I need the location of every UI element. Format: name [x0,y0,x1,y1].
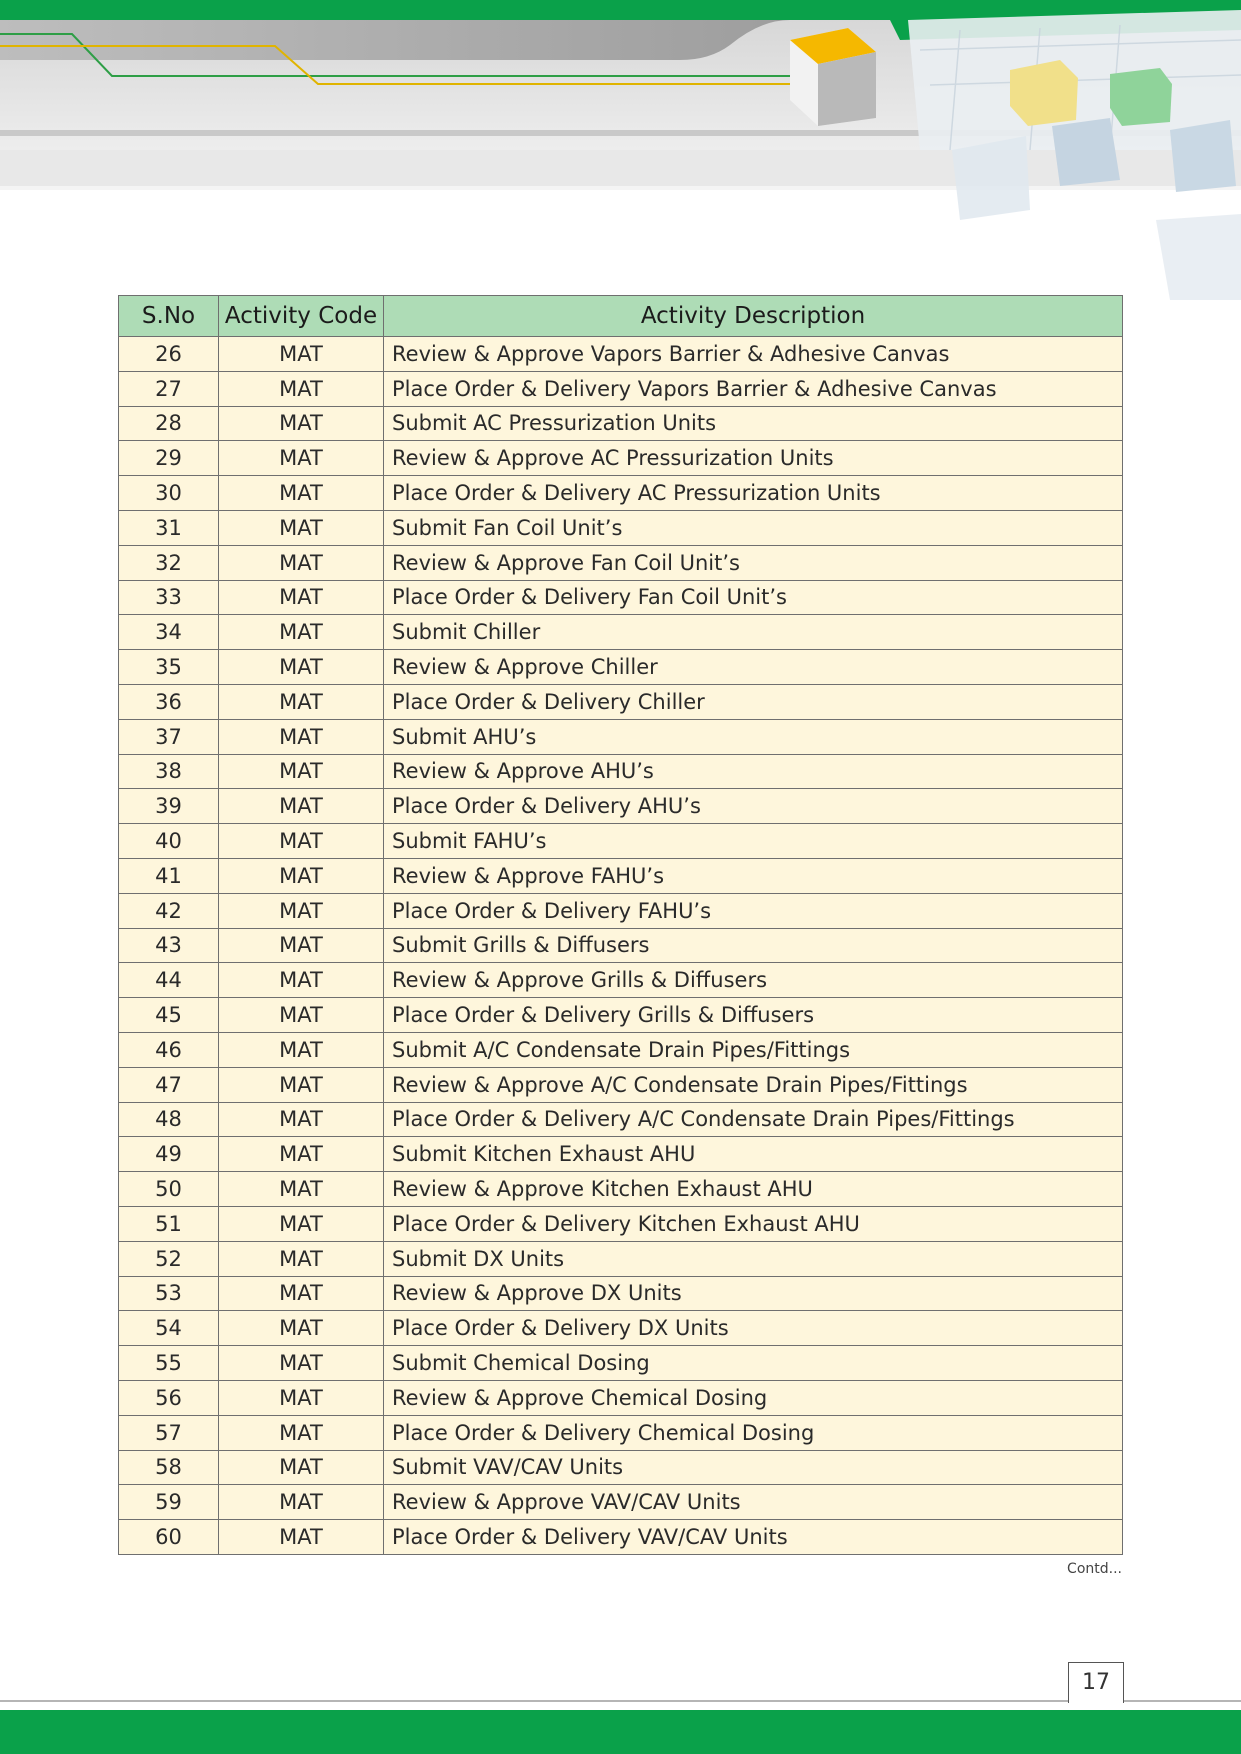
cell-activity-code: MAT [219,684,384,719]
cell-activity-code: MAT [219,545,384,580]
cell-sno: 26 [119,337,219,372]
cell-activity-code: MAT [219,1415,384,1450]
cell-sno: 55 [119,1346,219,1381]
cell-sno: 33 [119,580,219,615]
cell-sno: 50 [119,1172,219,1207]
cell-activity-description: Review & Approve DX Units [384,1276,1123,1311]
table-row [119,371,1123,406]
cell-activity-code: MAT [219,476,384,511]
cell-activity-code: MAT [219,580,384,615]
table-row [119,615,1123,650]
table-row [119,1450,1123,1485]
cell-sno: 39 [119,789,219,824]
table-row [119,510,1123,545]
cell-activity-description: Place Order & Delivery Fan Coil Unit’s [384,580,1123,615]
table-row [119,1311,1123,1346]
table-row [119,1346,1123,1381]
cell-activity-description: Review & Approve VAV/CAV Units [384,1485,1123,1520]
cell-activity-code: MAT [219,998,384,1033]
cell-activity-description: Review & Approve FAHU’s [384,858,1123,893]
continued-note: Contd... [1067,1561,1122,1577]
cell-sno: 44 [119,963,219,998]
page-number: 17 [1068,1662,1124,1703]
cell-activity-description: Place Order & Delivery A/C Condensate Drain Pipes/Fittings [384,1102,1123,1137]
cell-sno: 27 [119,371,219,406]
table-row [119,337,1123,372]
cell-activity-description: Review & Approve Grills & Diffusers [384,963,1123,998]
footer-band [0,1690,1241,1754]
cell-sno: 51 [119,1206,219,1241]
cell-sno: 52 [119,1241,219,1276]
cell-activity-code: MAT [219,1276,384,1311]
cell-activity-code: MAT [219,1485,384,1520]
cell-activity-description: Place Order & Delivery Vapors Barrier & Adhesive Canvas [384,371,1123,406]
cell-sno: 36 [119,684,219,719]
cell-activity-description: Submit Chemical Dosing [384,1346,1123,1381]
cell-activity-code: MAT [219,1032,384,1067]
cell-activity-code: MAT [219,893,384,928]
cell-activity-description: Place Order & Delivery AC Pressurization Units [384,476,1123,511]
column-header-sno: S.No [119,296,219,337]
cell-activity-description: Place Order & Delivery Grills & Diffusers [384,998,1123,1033]
table-row [119,1520,1123,1555]
table-row [119,441,1123,476]
cell-activity-description: Review & Approve Vapors Barrier & Adhesive Canvas [384,337,1123,372]
table-row [119,1485,1123,1520]
cell-activity-description: Review & Approve Kitchen Exhaust AHU [384,1172,1123,1207]
cell-activity-description: Submit AC Pressurization Units [384,406,1123,441]
cell-sno: 29 [119,441,219,476]
cell-activity-description: Submit Kitchen Exhaust AHU [384,1137,1123,1172]
cell-sno: 43 [119,928,219,963]
header-banner [0,0,1241,300]
cell-activity-description: Submit A/C Condensate Drain Pipes/Fittings [384,1032,1123,1067]
cell-sno: 45 [119,998,219,1033]
cell-activity-code: MAT [219,719,384,754]
cell-sno: 38 [119,754,219,789]
cell-activity-code: MAT [219,1450,384,1485]
table-row [119,858,1123,893]
cell-activity-description: Submit DX Units [384,1241,1123,1276]
table-row [119,824,1123,859]
cell-activity-code: MAT [219,406,384,441]
cell-sno: 58 [119,1450,219,1485]
cell-activity-description: Submit Fan Coil Unit’s [384,510,1123,545]
column-header-activity-description: Activity Description [384,296,1123,337]
cell-activity-code: MAT [219,1346,384,1381]
cell-activity-code: MAT [219,441,384,476]
table-header-row [119,296,1123,337]
cell-activity-code: MAT [219,1520,384,1555]
cell-sno: 28 [119,406,219,441]
cell-sno: 48 [119,1102,219,1137]
cell-sno: 47 [119,1067,219,1102]
table-row [119,580,1123,615]
cell-activity-description: Submit FAHU’s [384,824,1123,859]
cell-activity-code: MAT [219,1067,384,1102]
cell-activity-description: Place Order & Delivery Chemical Dosing [384,1415,1123,1450]
cell-activity-code: MAT [219,650,384,685]
table-row [119,1172,1123,1207]
table-row [119,1032,1123,1067]
table-row [119,684,1123,719]
cell-activity-code: MAT [219,510,384,545]
cell-activity-code: MAT [219,1241,384,1276]
column-header-activity-code: Activity Code [219,296,384,337]
cell-sno: 42 [119,893,219,928]
cell-activity-description: Submit Grills & Diffusers [384,928,1123,963]
table-row [119,998,1123,1033]
table-row [119,1276,1123,1311]
table-row [119,1380,1123,1415]
cell-sno: 46 [119,1032,219,1067]
cell-sno: 59 [119,1485,219,1520]
table-row [119,1137,1123,1172]
cell-activity-description: Review & Approve AHU’s [384,754,1123,789]
table-row [119,476,1123,511]
cell-sno: 53 [119,1276,219,1311]
cell-activity-description: Place Order & Delivery Chiller [384,684,1123,719]
table-row [119,650,1123,685]
cell-activity-description: Place Order & Delivery VAV/CAV Units [384,1520,1123,1555]
table-body [119,337,1123,1555]
cell-activity-code: MAT [219,371,384,406]
cell-activity-code: MAT [219,337,384,372]
cell-activity-description: Place Order & Delivery DX Units [384,1311,1123,1346]
cell-sno: 57 [119,1415,219,1450]
table-row [119,1206,1123,1241]
table-row [119,719,1123,754]
cell-activity-description: Submit VAV/CAV Units [384,1450,1123,1485]
cell-activity-code: MAT [219,963,384,998]
table-row [119,545,1123,580]
activity-table [118,295,1123,1555]
cell-sno: 34 [119,615,219,650]
cell-activity-code: MAT [219,1137,384,1172]
cell-sno: 54 [119,1311,219,1346]
table-row [119,928,1123,963]
cell-activity-code: MAT [219,1380,384,1415]
cell-activity-description: Place Order & Delivery AHU’s [384,789,1123,824]
table-row [119,406,1123,441]
cell-sno: 32 [119,545,219,580]
cell-activity-description: Review & Approve Fan Coil Unit’s [384,545,1123,580]
cell-activity-code: MAT [219,615,384,650]
cell-activity-description: Place Order & Delivery Kitchen Exhaust AHU [384,1206,1123,1241]
cell-sno: 41 [119,858,219,893]
cell-sno: 49 [119,1137,219,1172]
cell-activity-code: MAT [219,754,384,789]
cell-activity-description: Review & Approve Chiller [384,650,1123,685]
cell-sno: 30 [119,476,219,511]
cell-sno: 37 [119,719,219,754]
cell-activity-code: MAT [219,1172,384,1207]
cell-activity-code: MAT [219,1311,384,1346]
cell-sno: 35 [119,650,219,685]
table-row [119,1241,1123,1276]
table-row [119,789,1123,824]
cell-activity-code: MAT [219,858,384,893]
cell-activity-description: Review & Approve A/C Condensate Drain Pipes/Fittings [384,1067,1123,1102]
cell-sno: 40 [119,824,219,859]
table-row [119,963,1123,998]
cell-activity-description: Place Order & Delivery FAHU’s [384,893,1123,928]
cell-activity-description: Review & Approve Chemical Dosing [384,1380,1123,1415]
cell-activity-code: MAT [219,1102,384,1137]
cell-activity-description: Submit AHU’s [384,719,1123,754]
cell-sno: 56 [119,1380,219,1415]
cell-sno: 31 [119,510,219,545]
cell-activity-code: MAT [219,928,384,963]
cell-sno: 60 [119,1520,219,1555]
table-row [119,893,1123,928]
table-row [119,1415,1123,1450]
cell-activity-code: MAT [219,789,384,824]
table-row [119,754,1123,789]
cell-activity-code: MAT [219,824,384,859]
cell-activity-description: Review & Approve AC Pressurization Units [384,441,1123,476]
table-row [119,1102,1123,1137]
cell-activity-code: MAT [219,1206,384,1241]
cell-activity-description: Submit Chiller [384,615,1123,650]
table-row [119,1067,1123,1102]
